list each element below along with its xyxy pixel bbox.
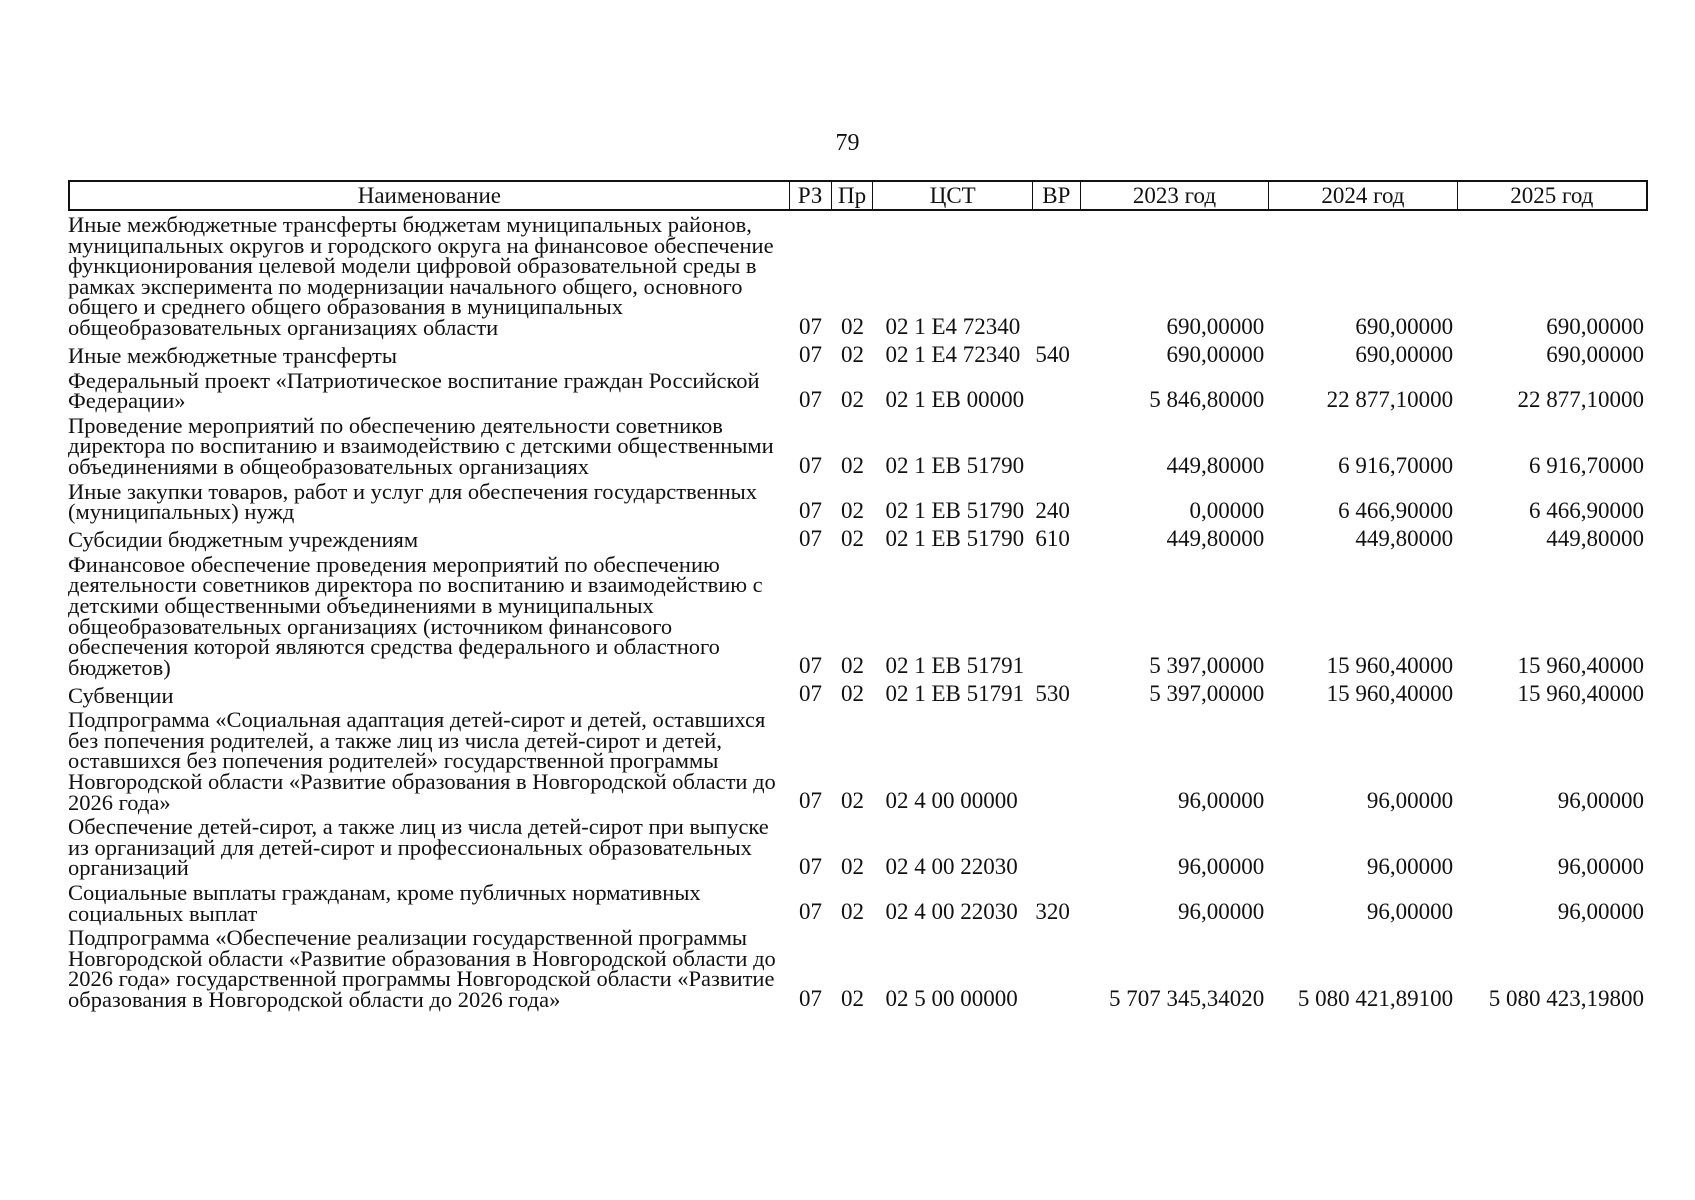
header-cst: ЦСТ [873,182,1033,209]
row-2023: 5 707 345,34020 [1108,985,1265,1011]
row-rz: 07 [799,313,823,339]
table-row [68,682,1648,706]
budget-table [68,180,1648,1011]
row-2025: 690,00000 [1546,313,1644,339]
row-2023: 96,00000 [1177,854,1265,880]
row-vr: 320 [1035,899,1070,925]
table-row [68,551,1648,680]
row-rz: 07 [799,525,823,551]
row-2023: 96,00000 [1177,899,1265,925]
row-name: Иные межбюджетные трансферты бюджетам муниципальных районов, муниципальных округов и городского округа на финансовое обеспечение функционирования целевой модели цифровой образовательной среды в рамках эксперимента по модернизации начального общего, основного общего и среднего общего образования в муниципальных общеобразовательных организациях области [68,212,774,340]
row-2025: 96,00000 [1557,854,1644,880]
table-header [68,180,1648,211]
row-2023: 5 397,00000 [1149,681,1265,707]
row-rz: 07 [799,341,823,367]
row-cst: 02 1 Е4 72340 [885,313,1021,339]
row-2023: 449,80000 [1166,452,1265,478]
row-2024: 6 916,70000 [1338,452,1454,478]
row-rz: 07 [799,452,823,478]
row-cst: 02 1 ЕВ 51791 [885,653,1025,679]
row-2023: 0,00000 [1189,497,1265,523]
row-name: Подпрограмма «Обеспечение реализации государственной программы Новгородской области «Развитие образования в Новгородской области до 2026 года» государственной программы Новгородской области «Развитие образования в Новгородской области до 2026 года» [68,925,776,1012]
row-rz: 07 [799,854,823,880]
row-rz: 07 [799,985,823,1011]
row-2023: 5 397,00000 [1149,653,1265,679]
row-cst: 02 1 Е4 72340 [885,341,1021,367]
header-2025: 2025 год [1510,183,1594,208]
row-name: Субвенции [68,682,174,708]
row-2025: 449,80000 [1546,525,1644,551]
row-rz: 07 [799,386,823,412]
row-2025: 5 080 423,19800 [1488,985,1644,1011]
row-rz: 07 [799,788,823,814]
row-cst: 02 5 00 00000 [885,985,1018,1011]
row-2024: 96,00000 [1366,788,1454,814]
row-2024: 690,00000 [1355,313,1454,339]
row-pr: 02 [840,788,864,814]
table-row [68,367,1648,414]
row-pr: 02 [840,497,864,523]
row-name: Иные закупки товаров, работ и услуг для обеспечения государственных (муниципальных) нужд [68,478,758,525]
table-row [68,212,1648,340]
table-row [68,412,1648,479]
row-cst: 02 1 ЕВ 51791 [885,681,1025,707]
table-row [68,814,1648,881]
row-cst: 02 4 00 00000 [885,788,1018,814]
row-2024: 5 080 421,89100 [1297,985,1454,1011]
table-row [68,880,1648,926]
row-pr: 02 [840,681,864,707]
row-2024: 96,00000 [1366,854,1454,880]
row-pr: 02 [840,854,864,880]
row-cst: 02 4 00 22030 [885,899,1018,925]
header-rz: РЗ [790,182,832,209]
table-row [68,343,1648,367]
row-name: Иные межбюджетные трансферты [68,342,398,368]
row-2025: 96,00000 [1557,788,1644,814]
row-cst: 02 4 00 22030 [885,854,1018,880]
row-name: Субсидии бюджетным учреждениям [68,527,419,553]
header-vr: ВР [1033,182,1081,209]
row-name: Социальные выплаты гражданам, кроме публичных нормативных социальных выплат [68,880,701,926]
row-vr: 240 [1035,497,1070,523]
row-2025: 22 877,10000 [1517,386,1644,412]
row-pr: 02 [840,525,864,551]
row-2025: 15 960,40000 [1517,653,1644,679]
row-2023: 690,00000 [1166,313,1265,339]
row-name: Федеральный проект «Патриотическое воспитание граждан Российской Федерации» [68,367,760,414]
table-row [68,527,1648,551]
row-2025: 6 466,90000 [1528,497,1644,523]
row-2023: 449,80000 [1166,525,1265,551]
header-name: Наименование [70,182,790,209]
row-rz: 07 [799,681,823,707]
row-2023: 5 846,80000 [1149,386,1265,412]
row-2025: 15 960,40000 [1517,681,1644,707]
row-vr: 610 [1035,525,1070,551]
header-pr: Пр [832,182,874,209]
page-number: 79 [835,130,860,156]
table-body [68,212,1648,1012]
row-2024: 690,00000 [1355,341,1454,367]
row-vr: 540 [1035,341,1070,367]
row-rz: 07 [799,899,823,925]
row-2025: 6 916,70000 [1528,452,1644,478]
row-2024: 22 877,10000 [1326,386,1454,412]
row-2023: 96,00000 [1177,788,1265,814]
header-2023: 2023 год [1081,182,1269,209]
row-pr: 02 [840,899,864,925]
row-cst: 02 1 ЕВ 51790 [885,497,1025,523]
row-2024: 15 960,40000 [1326,653,1454,679]
row-2024: 96,00000 [1366,899,1454,925]
row-rz: 07 [799,653,823,679]
row-pr: 02 [840,452,864,478]
row-2024: 449,80000 [1355,525,1454,551]
row-2024: 15 960,40000 [1326,681,1454,707]
row-2023: 690,00000 [1166,341,1265,367]
row-pr: 02 [840,313,864,339]
row-cst: 02 1 ЕВ 51790 [885,452,1025,478]
row-cst: 02 1 ЕВ 51790 [885,525,1025,551]
row-name: Подпрограмма «Социальная адаптация детей-сирот и детей, оставшихся без попечения родителей, а также лиц из числа детей-сирот и детей, оставшихся без попечения родителей» государственной программы Новгородской области «Развитие образования в Новгородской области до 2026 года» [68,707,776,815]
header-2024: 2024 год [1269,182,1457,209]
row-2024: 6 466,90000 [1338,497,1454,523]
row-name: Финансовое обеспечение проведения мероприятий по обеспечению деятельности советников директора по воспитанию и взаимодействию с детскими общественными объединениями в муниципальных общеобразовательных организациях (источником финансового обеспечения которой являются средства федерального и областного бюджетов) [68,551,763,680]
table-row [68,707,1648,815]
row-pr: 02 [840,985,864,1011]
table-row [68,925,1648,1012]
row-name: Обеспечение детей-сирот, а также лиц из числа детей-сирот при выпуске из организаций для детей-сирот и профессиональных образовательных организаций [68,814,769,881]
row-pr: 02 [840,386,864,412]
row-rz: 07 [799,497,823,523]
row-2025: 690,00000 [1546,341,1644,367]
row-pr: 02 [840,341,864,367]
row-name: Проведение мероприятий по обеспечению деятельности советников директора по воспитанию и взаимодействию с детскими общественными объединениями в общеобразовательных организациях [68,412,774,479]
table-row [68,478,1648,525]
row-2025: 96,00000 [1557,899,1644,925]
row-cst: 02 1 ЕВ 00000 [885,386,1025,412]
row-pr: 02 [840,653,864,679]
row-vr: 530 [1035,681,1070,707]
